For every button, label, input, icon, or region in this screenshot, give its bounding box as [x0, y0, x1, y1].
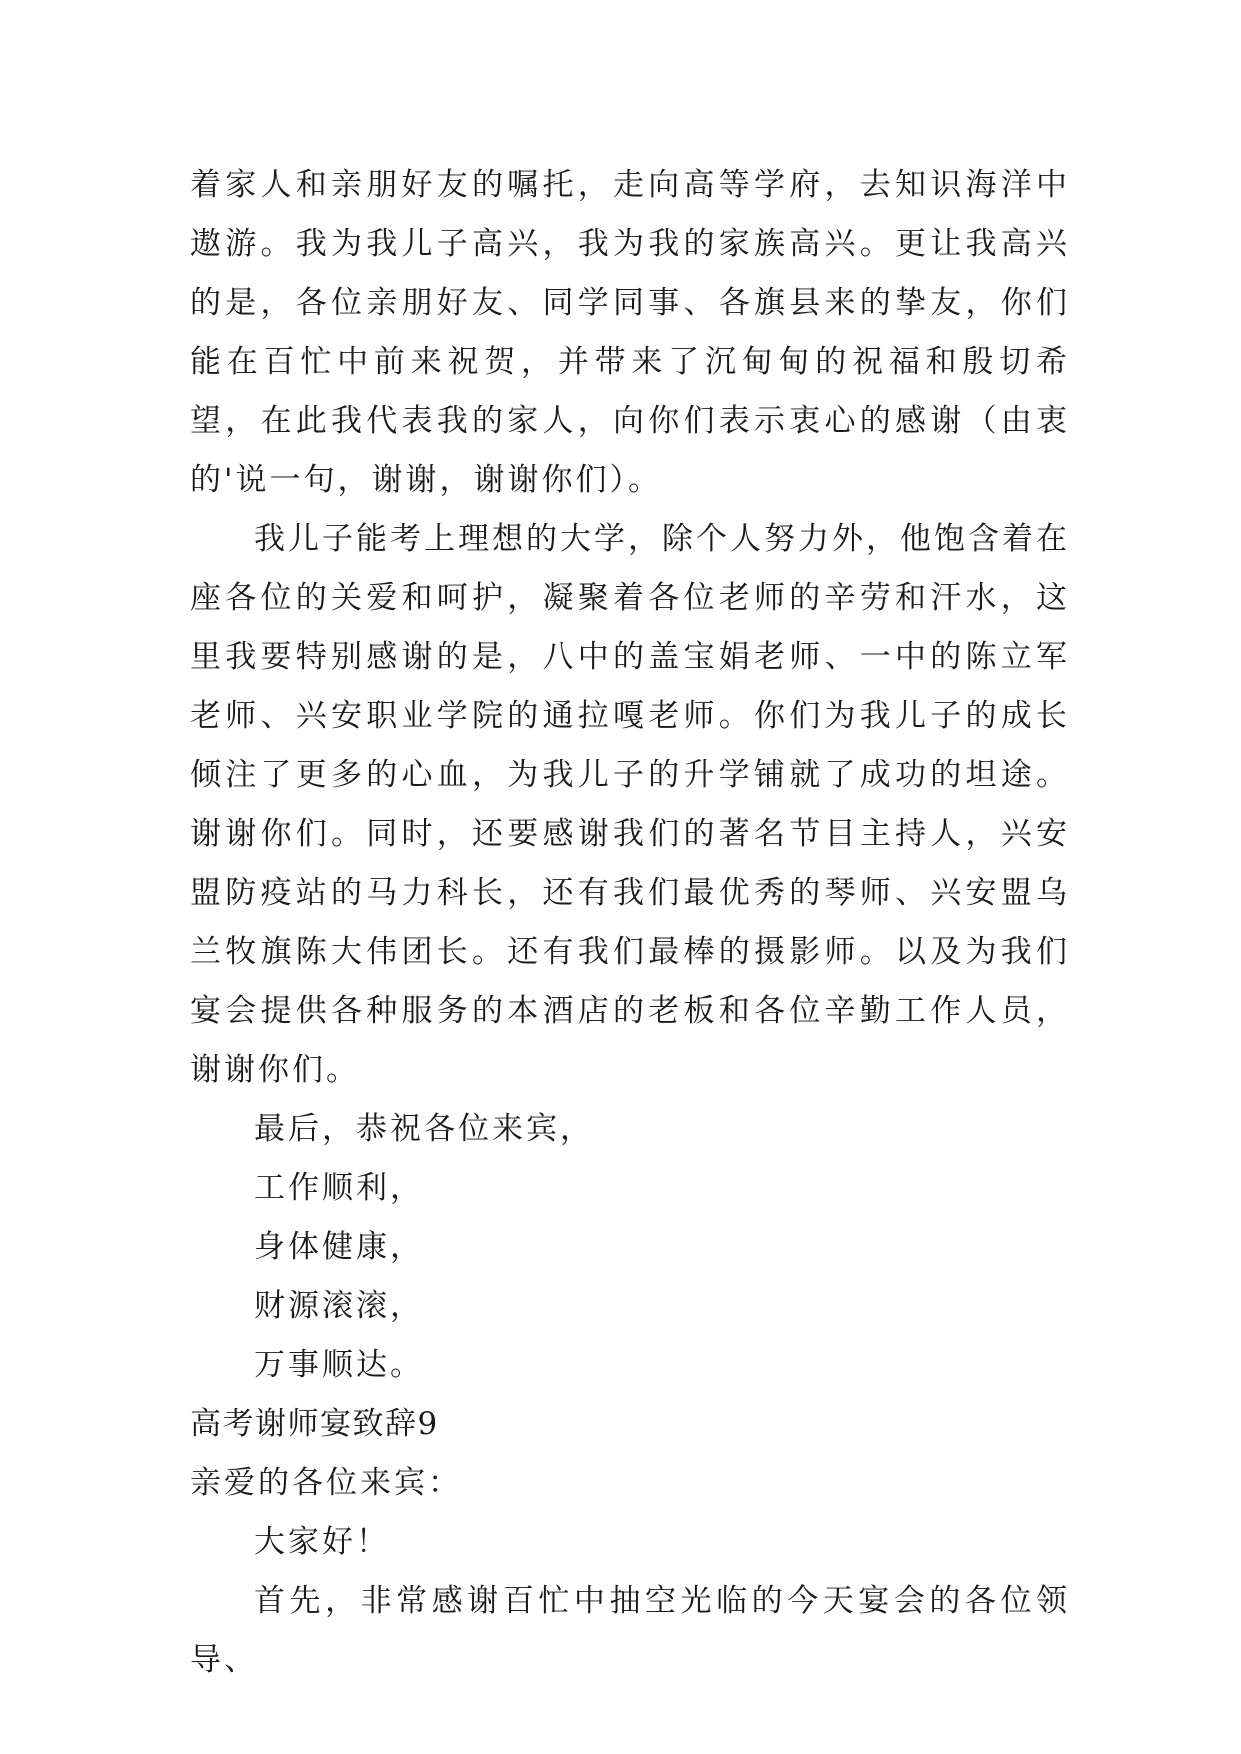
- wish-line-health: 身体健康，: [254, 1229, 424, 1265]
- wish-line-work: 工作顺利，: [254, 1170, 424, 1206]
- paragraph-thanks-guests: 着家人和亲朋好友的嘱托，走向高等学府，去知识海洋中遨游。我为我儿子高兴，我为我的家族高兴。更让我高兴的是，各位亲朋好友、同学同事、各旗县来的挚友，你们能在百忙中前来祝贺，并带来了沉甸甸的祝福和殷切希望，在此我代表我的家人，向你们表示衷心的感谢（由衷的'说一句，谢谢，谢谢你们）。: [190, 167, 1070, 498]
- section-title: 高考谢师宴致辞9: [190, 1406, 439, 1442]
- paragraph-closing-wish: 最后，恭祝各位来宾，: [254, 1111, 594, 1147]
- paragraph-thanks-teachers: 我儿子能考上理想的大学，除个人努力外，他饱含着在座各位的关爱和呵护，凝聚着各位老师的辛劳和汗水，这里我要特别感谢的是，八中的盖宝娟老师、一中的陈立军老师、兴安职业学院的通拉嘎老师。你们为我儿子的成长倾注了更多的心血，为我儿子的升学铺就了成功的坦途。谢谢你们。同时，还要感谢我们的著名节目主持人，兴安盟防疫站的马力科长，还有我们最优秀的琴师、兴安盟乌兰牧旗陈大伟团长。还有我们最棒的摄影师。以及为我们宴会提供各种服务的本酒店的老板和各位辛勤工作人员，谢谢你们。: [190, 521, 1070, 1088]
- paragraph-opening: 首先，非常感谢百忙中抽空光临的今天宴会的各位领导、: [190, 1583, 1070, 1678]
- wish-line-success: 万事顺达。: [254, 1347, 424, 1383]
- wish-line-wealth: 财源滚滚，: [254, 1288, 424, 1324]
- salutation: 亲爱的各位来宾：: [190, 1465, 462, 1501]
- greeting: 大家好！: [254, 1524, 390, 1560]
- document-body: [190, 156, 1070, 1690]
